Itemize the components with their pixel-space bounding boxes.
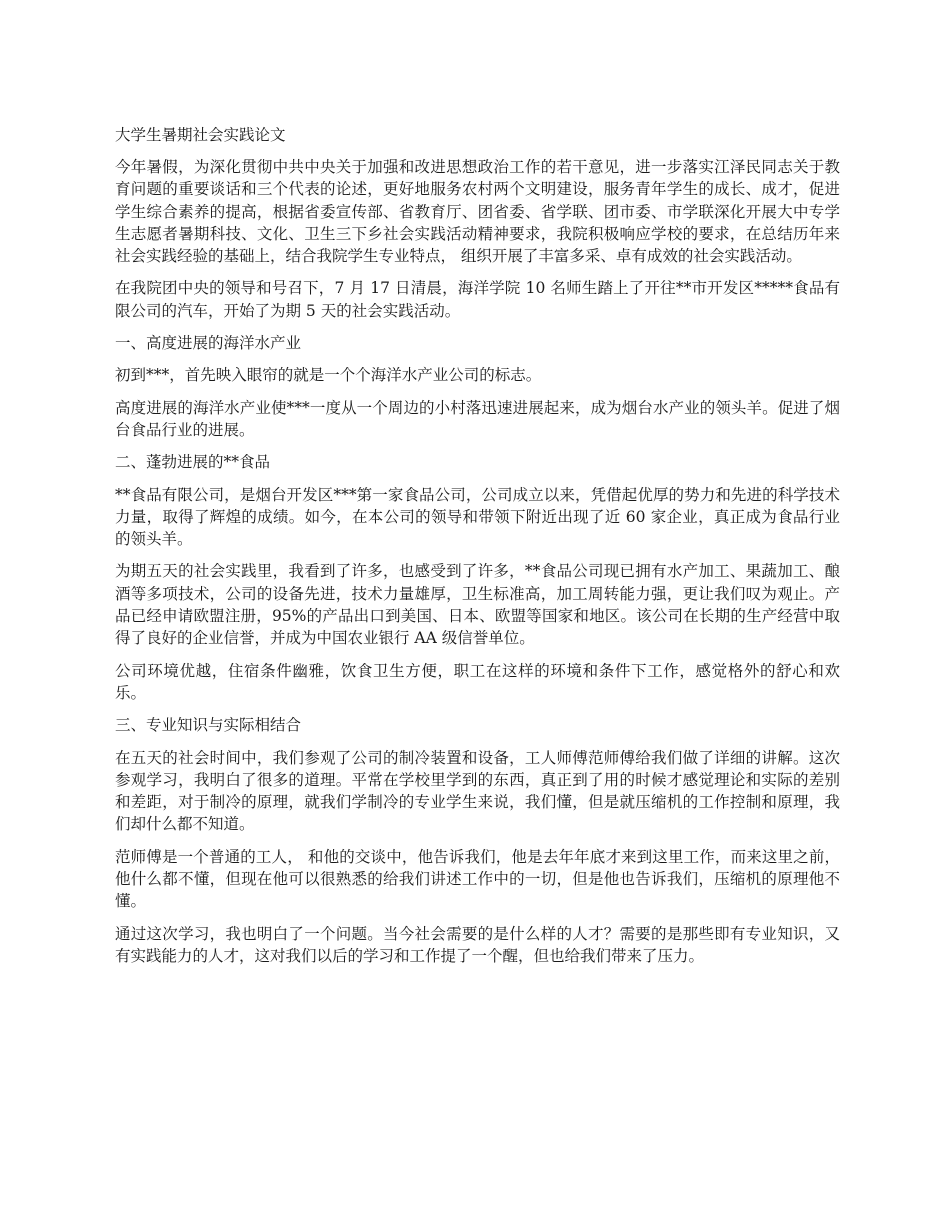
- paragraph: 范师傅是一个普通的工人， 和他的交谈中，他告诉我们，他是去年年底才来到这里工作，而来这里之前，他什么都不懂，但现在他可以很熟悉的给我们讲述工作中的一切，但是他也告诉我们，压缩机的原理他不懂。: [115, 847, 840, 911]
- paragraph-trip: 在我院团中央的领导和号召下，7 月 17 日清晨，海洋学院 10 名师生踏上了开往**市开发区*****食品有限公司的汽车，开始了为期 5 天的社会实践活动。: [115, 279, 840, 320]
- section-heading-2: 二、蓬勃进展的**食品: [115, 453, 271, 472]
- paragraph: 高度进展的海洋水产业使***一度从一个周边的小村落迅速进展起来，成为烟台水产业的领头羊。促进了烟台食品行业的进展。: [115, 398, 840, 439]
- section-heading-1: 一、高度进展的海洋水产业: [115, 334, 302, 353]
- paragraph: **食品有限公司，是烟台开发区***第一家食品公司，公司成立以来，凭借起优厚的势力和先进的科学技术力量，取得了辉煌的成绩。如今，在本公司的领导和带领下附近出现了近 60 家企业，真正成为食品行业的领头羊。: [115, 485, 840, 549]
- document-page: [115, 123, 840, 977]
- paragraph: 初到***，首先映入眼帘的就是一个个海洋水产业公司的标志。: [115, 366, 542, 385]
- paragraph: 公司环境优越，住宿条件幽雅，饮食卫生方便，职工在这样的环境和条件下工作，感觉格外的舒心和欢乐。: [115, 661, 840, 702]
- paragraph: 通过这次学习，我也明白了一个问题。当今社会需要的是什么样的人才？需要的是那些即有专业知识，又有实践能力的人才，这对我们以后的学习和工作提了一个醒，但也给我们带来了压力。: [115, 924, 840, 965]
- paragraph-intro: 今年暑假，为深化贯彻中共中央关于加强和改进思想政治工作的若干意见，进一步落实江泽民同志关于教育问题的重要谈话和三个代表的论述，更好地服务农村两个文明建设，服务青年学生的成长、成才，促进学生综合素养的提高，根据省委宣传部、省教育厅、团省委、省学联、团市委、市学联深化开展大中专学生志愿者暑期科技、文化、卫生三下乡社会实践活动精神要求，我院积极响应学校的要求，在总结历年来社会实践经验的基础上，结合我院学生专业特点， 组织开展了丰富多采、卓有成效的社会实践活动。: [115, 158, 840, 266]
- paragraph: 为期五天的社会实践里，我看到了许多，也感受到了许多，**食品公司现已拥有水产加工、果蔬加工、酿酒等多项技术，公司的设备先进，技术力量雄厚，卫生标准高，加工周转能力强，更让我们叹为观止。产品已经申请欧盟注册，95%的产品出口到美国、日本、欧盟等国家和地区。该公司在长期的生产经营中取得了良好的企业信誉，并成为中国农业银行 AA 级信誉单位。: [115, 562, 840, 648]
- section-heading-3: 三、专业知识与实际相结合: [115, 716, 302, 735]
- document-title: 大学生暑期社会实践论文: [115, 126, 286, 144]
- paragraph: 在五天的社会时间中，我们参观了公司的制冷装置和设备，工人师傅范师傅给我们做了详细的讲解。这次参观学习，我明白了很多的道理。平常在学校里学到的东西，真正到了用的时候才感觉理论和实际的差别和差距，对于制冷的原理，就我们学制冷的专业学生来说，我们懂，但是就压缩机的工作控制和原理，我们却什么都不知道。: [115, 748, 840, 834]
